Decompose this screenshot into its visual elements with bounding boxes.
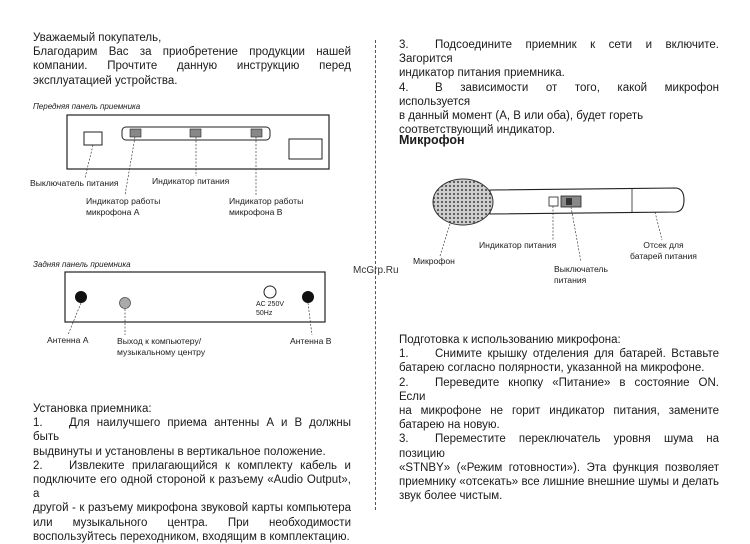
antenna-a-connector <box>75 291 87 303</box>
label-battery-compartment: Отсек для батарей питания <box>630 240 697 261</box>
antenna-b-connector <box>302 291 314 303</box>
watermark: McGrp.Ru <box>353 265 399 276</box>
label-mic-b-indicator: Индикатор работы микрофона B <box>229 196 304 217</box>
indicator-strip-shape <box>122 127 270 140</box>
prep-item-1: 1. Снимите крышку отделения для батарей. Вставьте батарею согласно полярности, указанной на микрофоне. <box>399 348 719 375</box>
power-switch-shape <box>84 132 102 145</box>
label-power-indicator: Индикатор питания <box>152 176 230 186</box>
front-panel-caption: Передняя панель приемника <box>33 102 141 111</box>
setup-steps-continued <box>399 38 719 137</box>
audio-output-connector <box>120 298 131 309</box>
indicator-led-3 <box>251 129 262 137</box>
install-title: Установка приемника: <box>33 403 152 415</box>
indicator-led-1 <box>130 129 141 137</box>
mic-body-shape <box>490 188 684 214</box>
install-item-1: 1. Для наилучшего приема антенны А и В должны быть выдвинуты и установлены в вертикальное положение. <box>33 417 351 458</box>
back-panel-caption: Задняя панель приемника <box>33 260 131 269</box>
display-window-shape <box>289 139 322 159</box>
label-mic-power-switch: Выключатель питания <box>554 264 608 285</box>
intro-line: Уважаемый покупатель, <box>33 32 162 44</box>
indicator-led-2 <box>190 129 201 137</box>
label-mic-power-indicator: Индикатор питания <box>479 240 557 250</box>
prep-item-2: 2. Переведите кнопку «Питание» в состояние ON. Если на микрофоне не горит индикатор питания, замените батарею на новую. <box>399 376 719 432</box>
label-antenna-b: Антенна В <box>290 336 332 346</box>
intro-line: эксплуатацией устройства. <box>33 74 178 87</box>
setup-item-3: 3. Подсоедините приемник к сети и включите. Загорится индикатор питания приемника. <box>399 39 719 80</box>
mic-led-shape <box>549 197 558 206</box>
intro-text <box>33 31 351 88</box>
label-ac-voltage: AC 250V 50Hz <box>256 301 285 317</box>
back-panel-outline <box>65 272 325 322</box>
install-section <box>33 402 351 544</box>
prep-title: Подготовка к использованию микрофона: <box>399 334 621 346</box>
prep-item-3: 3. Переместите переключатель уровня шума на позицию «STNBY» («Режим готовности»). Эта функция позволяет приемнику «отсекать» все лишние внешние шумы и делать звук более чистым. <box>399 433 719 503</box>
setup-item-4: 4. В зависимости от того, какой микрофон используется в данный момент (А, В или оба), будет гореть соответствующий индикатор. <box>399 81 719 137</box>
front-panel-outline <box>67 115 329 169</box>
power-cord-connector <box>264 286 276 298</box>
prep-section <box>399 333 719 503</box>
intro-line: Благодарим Вас за приобретение продукции нашей <box>33 46 351 59</box>
label-power-switch: Выключатель питания <box>30 178 119 188</box>
label-microphone: Микрофон <box>413 256 455 266</box>
label-audio-output: Выход к компьютеру/ музыкальному центру <box>117 336 206 357</box>
mic-head-shape <box>433 179 493 225</box>
install-item-2: 2. Извлеките прилагающийся к комплекту кабель и подключите его одной стороной к разъему «Audio Output», а другой - к разъему микрофона звуковой карты компьютера или музыкального центра. При необходимости воспользуйтесь переходником, входящим в комплектацию. <box>33 459 351 543</box>
microphone-heading: Микрофон <box>399 133 465 147</box>
label-mic-a-indicator: Индикатор работы микрофона A <box>86 196 161 217</box>
mic-switch-shape <box>561 196 581 207</box>
label-antenna-a: Антенна А <box>47 335 89 345</box>
intro-line: компании. Прочтите данную инструкцию перед <box>33 60 351 73</box>
